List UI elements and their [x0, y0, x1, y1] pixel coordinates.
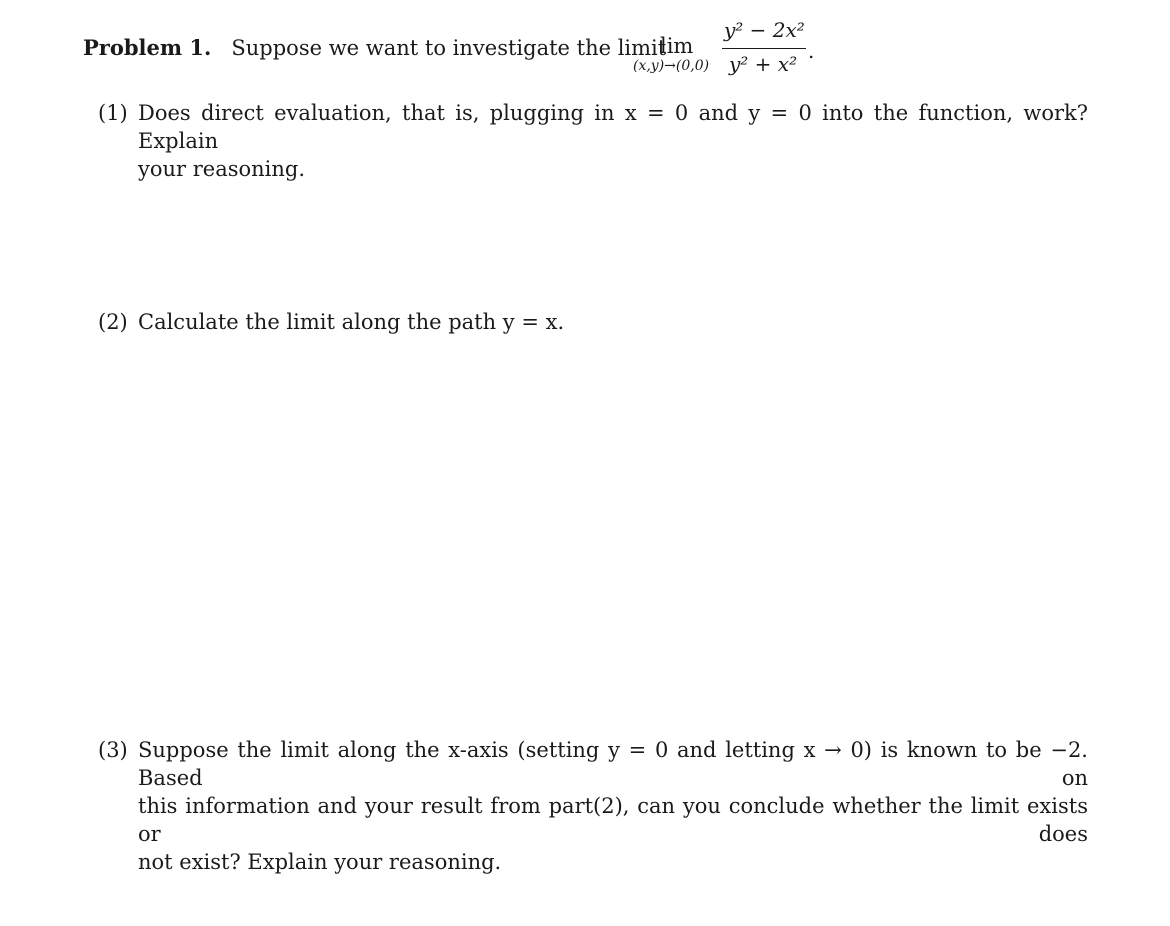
part-1-text [138, 99, 1088, 183]
part-3-text [138, 736, 1088, 876]
problem-statement [83, 34, 666, 62]
part-2-text [138, 308, 1088, 336]
formula-period: . [808, 39, 815, 63]
problem-intro: Suppose we want to investigate the limit [231, 36, 667, 60]
problem-label: Problem 1. [83, 35, 212, 60]
part-2-line-1: Calculate the limit along the path y = x. [138, 310, 565, 334]
limit-operator: lim [660, 34, 694, 58]
part-3-line-1: Suppose the limit along the x-axis (setting y = 0 and letting x → 0) is known to be −2. Based on [138, 738, 1088, 790]
part-1-line-2: your reasoning. [138, 157, 306, 181]
part-1-line-1: Does direct evaluation, that is, plugging in x = 0 and y = 0 into the function, work? Explain [138, 101, 1088, 153]
part-2-number: (2) [98, 310, 128, 334]
part-3-line-2: this information and your result from part(2), can you conclude whether the limit exists or does [138, 794, 1088, 846]
part-1-number: (1) [98, 101, 128, 125]
fraction-bar [722, 48, 806, 49]
fraction-denominator: y² + x² [729, 52, 798, 76]
part-3-line-3: not exist? Explain your reasoning. [138, 850, 502, 874]
part-3-number: (3) [98, 738, 128, 762]
limit-subscript: (x,y)→(0,0) [633, 58, 710, 74]
fraction-numerator: y² − 2x² [724, 18, 805, 42]
